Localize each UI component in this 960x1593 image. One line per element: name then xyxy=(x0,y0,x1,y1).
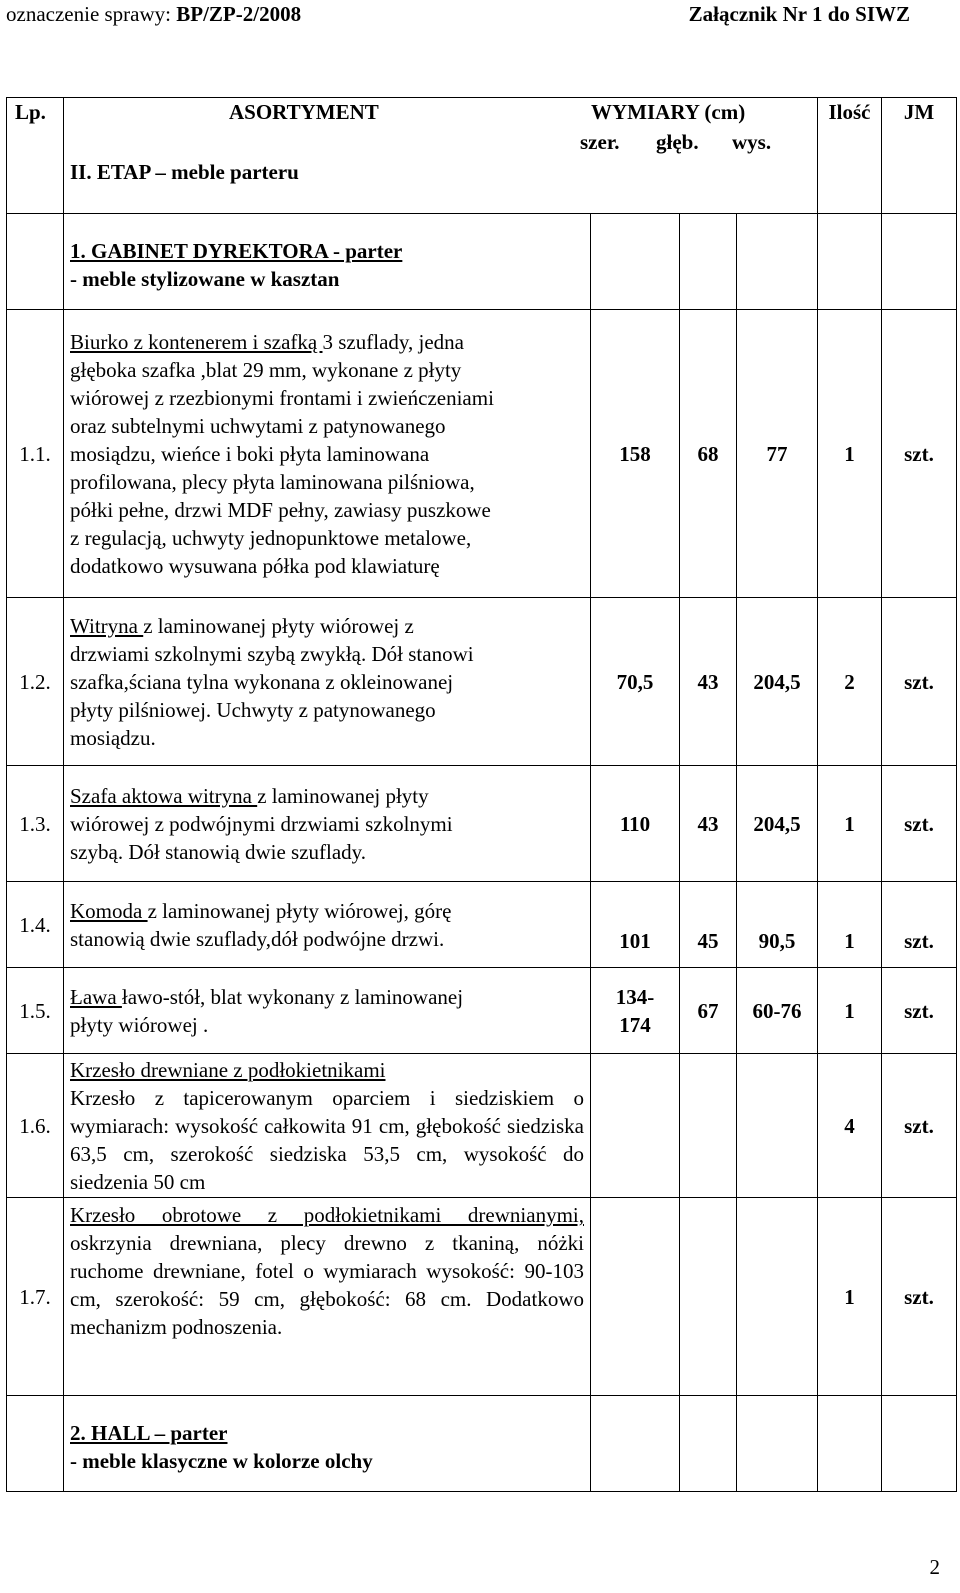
row-lp: 1.1. xyxy=(7,310,64,598)
row-depth: 43 xyxy=(680,598,737,766)
case-reference-label: oznaczenie sprawy: xyxy=(6,2,177,26)
row-line: płyty pilśniowej. Uchwyty z patynowanego xyxy=(70,697,436,722)
empty-cell xyxy=(680,1396,737,1492)
row-height: 90,5 xyxy=(737,882,818,968)
row-width: 158 xyxy=(591,310,680,598)
row-line: płyty wiórowej . xyxy=(70,1012,209,1037)
row-height: 204,5 xyxy=(737,766,818,882)
row-line: z regulacją, uchwyty jednopunktowe metalowe, xyxy=(70,525,472,550)
row-depth: 68 xyxy=(680,310,737,598)
empty-cell xyxy=(882,1396,957,1492)
row-description xyxy=(64,766,591,882)
row-line: mosiądzu. xyxy=(70,725,156,750)
header-unit-text: JM xyxy=(903,100,935,124)
row-line: stanowią dwie szuflady,dół podwójne drzwi. xyxy=(70,926,445,951)
row-width: 110 xyxy=(591,766,680,882)
header-assortment-text: ASORTYMENT xyxy=(229,100,379,124)
row-width xyxy=(591,1054,680,1198)
table-row xyxy=(7,598,957,766)
section-lp xyxy=(7,214,64,310)
header-qty xyxy=(818,98,882,214)
row-depth: 67 xyxy=(680,968,737,1054)
header-dimensions-text: WYMIARY (cm) xyxy=(591,100,746,124)
empty-cell xyxy=(591,214,680,310)
row-line: profilowana, plecy płyta laminowana pilśniowa, xyxy=(70,469,475,494)
table-row xyxy=(7,310,957,598)
row-width xyxy=(591,1198,680,1396)
row-lp: 1.3. xyxy=(7,766,64,882)
row-line: drzwiami szkolnymi szybą zwykłą. Dół stanowi xyxy=(70,641,474,666)
case-reference xyxy=(6,0,301,28)
row-line: ławo-stół, blat wykonany z laminowanej xyxy=(121,984,464,1009)
section-subtitle: - meble stylizowane w kasztan xyxy=(70,267,340,291)
header-depth: głęb. xyxy=(656,130,699,154)
row-width: 101 xyxy=(591,882,680,968)
row-name: Ława xyxy=(70,984,122,1009)
row-unit: szt. xyxy=(882,968,957,1054)
row-name: Szafa aktowa witryna xyxy=(70,783,258,808)
row-unit: szt. xyxy=(882,310,957,598)
row-text: oskrzynia drewniana, plecy drewno z tkaniną, nóżki ruchome drewniane, fotel o wymiarach wysokość: 90-103 cm, szerokość: 59 cm, głębokość: 68 cm. Dodatkowo mechanizm podnoszenia. xyxy=(70,1231,584,1339)
row-line: półki pełne, drzwi MDF pełny, zawiasy puszkowe xyxy=(70,497,491,522)
header-assortment xyxy=(64,98,818,214)
case-reference-code: BP/ZP-2/2008 xyxy=(176,2,302,26)
section-row xyxy=(7,214,957,310)
row-line: szafka,ściana tylna wykonana z okleinowanej xyxy=(70,669,454,694)
row-name: Witryna xyxy=(70,613,144,638)
row-line: mosiądzu, wieńce i boki płyta laminowana xyxy=(70,441,430,466)
header-qty-text: Ilość xyxy=(828,100,871,124)
section-subtitle: - meble klasyczne w kolorze olchy xyxy=(70,1449,373,1473)
row-height: 77 xyxy=(737,310,818,598)
row-unit: szt. xyxy=(882,1054,957,1198)
empty-cell xyxy=(680,214,737,310)
header-height: wys. xyxy=(732,130,772,154)
row-line: z laminowanej płyty xyxy=(257,783,429,808)
row-lp: 1.5. xyxy=(7,968,64,1054)
row-height: 204,5 xyxy=(737,598,818,766)
row-text: Krzesło z tapicerowanym oparciem i siedziskiem o wymiarach: wysokość całkowita 91 cm, głębokość siedziska 63,5 cm, szerokość siedziska 53,5 cm, wysokość do siedzenia 50 cm xyxy=(70,1085,584,1194)
row-unit: szt. xyxy=(882,1198,957,1396)
row-depth xyxy=(680,1198,737,1396)
page-number: 2 xyxy=(929,1555,940,1579)
row-qty: 2 xyxy=(818,598,882,766)
row-name: Komoda xyxy=(70,898,148,923)
row-line: dodatkowo wysuwana półka pod klawiaturę xyxy=(70,553,440,578)
row-qty: 1 xyxy=(818,766,882,882)
empty-cell xyxy=(818,214,882,310)
header-lp xyxy=(7,98,64,214)
row-description xyxy=(64,882,591,968)
attachment-label: Załącznik Nr 1 do SIWZ xyxy=(688,2,910,26)
row-unit: szt. xyxy=(882,598,957,766)
row-qty: 1 xyxy=(818,310,882,598)
table-row xyxy=(7,1198,957,1396)
row-unit: szt. xyxy=(882,882,957,968)
header-stage: II. ETAP – meble parteru xyxy=(70,160,299,184)
table-row xyxy=(7,1054,957,1198)
table-row xyxy=(7,766,957,882)
header-lp-text: Lp. xyxy=(15,100,46,124)
section-title: 2. HALL – parter xyxy=(70,1421,228,1445)
section-title-cell xyxy=(64,1396,591,1492)
section-title-cell xyxy=(64,214,591,310)
row-line: szybą. Dół stanowią dwie szuflady. xyxy=(70,839,367,864)
row-qty: 4 xyxy=(818,1054,882,1198)
empty-cell xyxy=(818,1396,882,1492)
empty-cell xyxy=(591,1396,680,1492)
row-depth xyxy=(680,1054,737,1198)
row-lp: 1.2. xyxy=(7,598,64,766)
empty-cell xyxy=(737,214,818,310)
row-width: 134-174 xyxy=(591,968,680,1054)
section-lp xyxy=(7,1396,64,1492)
row-height xyxy=(737,1054,818,1198)
row-line: z laminowanej płyty wiórowej z xyxy=(143,613,414,638)
table-row xyxy=(7,882,957,968)
row-height: 60-76 xyxy=(737,968,818,1054)
header-unit xyxy=(882,98,957,214)
row-line: głęboka szafka ,blat 29 mm, wykonane z płyty xyxy=(70,357,462,382)
empty-cell xyxy=(882,214,957,310)
row-qty: 1 xyxy=(818,882,882,968)
row-width: 70,5 xyxy=(591,598,680,766)
row-height xyxy=(737,1198,818,1396)
table-row xyxy=(7,968,957,1054)
row-depth: 45 xyxy=(680,882,737,968)
row-description xyxy=(64,598,591,766)
header-width: szer. xyxy=(580,130,620,154)
assortment-table xyxy=(6,97,957,1492)
empty-cell xyxy=(737,1396,818,1492)
row-name: Biurko z kontenerem i szafką xyxy=(70,329,323,354)
row-line: oraz subtelnymi uchwytami z patynowanego xyxy=(70,413,446,438)
row-line: z laminowanej płyty wiórowej, górę xyxy=(147,898,452,923)
row-depth: 43 xyxy=(680,766,737,882)
row-qty: 1 xyxy=(818,1198,882,1396)
section-row xyxy=(7,1396,957,1492)
section-title: 1. GABINET DYREKTORA - parter xyxy=(70,239,403,263)
row-line: 3 szuflady, jedna xyxy=(322,329,465,354)
row-description xyxy=(64,310,591,598)
row-line: wiórowej z rzezbionymi frontami i zwieńczeniami xyxy=(70,385,494,410)
row-lp: 1.7. xyxy=(7,1198,64,1396)
row-description xyxy=(64,1198,591,1396)
row-lp: 1.4. xyxy=(7,882,64,968)
row-unit: szt. xyxy=(882,766,957,882)
table-header-row xyxy=(7,98,957,214)
row-line: wiórowej z podwójnymi drzwiami szkolnymi xyxy=(70,811,453,836)
row-description xyxy=(64,968,591,1054)
row-description xyxy=(64,1054,591,1198)
row-name: Krzesło obrotowe z podłokietnikami drewnianymi, xyxy=(70,1203,584,1227)
row-lp: 1.6. xyxy=(7,1054,64,1198)
row-name: Krzesło drewniane z podłokietnikami xyxy=(70,1057,386,1082)
row-qty: 1 xyxy=(818,968,882,1054)
